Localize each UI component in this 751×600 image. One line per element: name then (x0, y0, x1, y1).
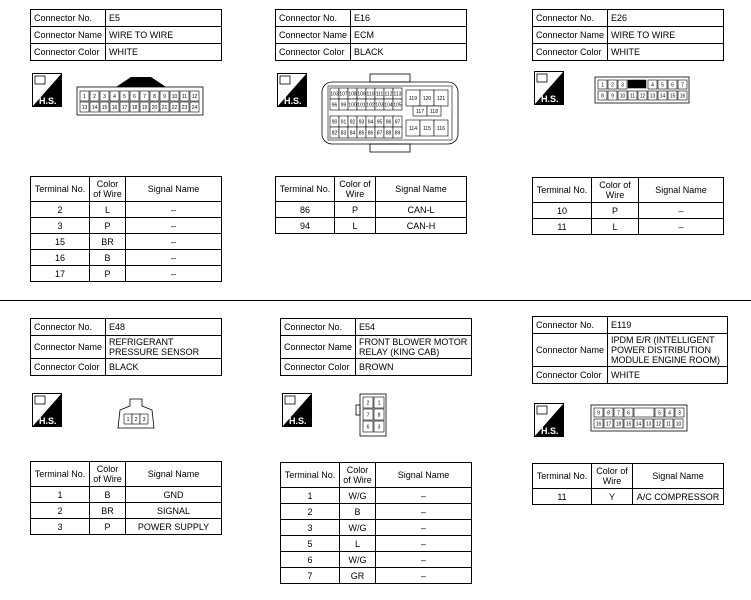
pin-number: 16 (679, 93, 686, 100)
pin-number: 7 (143, 94, 146, 100)
pin-number: 17 (605, 421, 612, 428)
pin-number: 10 (619, 93, 626, 100)
connector-no-label: Connector No. (281, 319, 356, 336)
table-row (533, 203, 724, 219)
terminal-table-e54 (280, 462, 472, 584)
pin-number: 97 (394, 119, 401, 126)
pin-number: 12 (655, 421, 662, 428)
pin-number: 4 (668, 410, 671, 417)
section-divider (0, 300, 751, 301)
pin-number: 103 (330, 91, 339, 98)
signal-name-cell: – (126, 218, 222, 234)
table-row (281, 552, 472, 568)
table-row (281, 568, 472, 584)
pin-number: 109 (357, 91, 366, 98)
pin-number: 94 (367, 119, 374, 126)
harness-side-icon (32, 73, 62, 107)
pin-number: 103 (375, 102, 384, 109)
color-of-wire-header: Color of Wire (592, 178, 639, 203)
pin-number: 14 (635, 421, 642, 428)
pin-number: 10 (675, 421, 682, 428)
pin-number: 99 (340, 102, 347, 109)
connector-e16-diagram (320, 72, 460, 154)
connector-e26-info (532, 9, 724, 61)
terminal-table-e48 (30, 461, 222, 535)
pin-number: 8 (607, 410, 610, 417)
connector-e54-diagram (354, 393, 390, 437)
pin-number: 18 (131, 105, 138, 111)
connector-color-value: WHITE (106, 44, 222, 61)
table-row (31, 202, 222, 218)
hs-label: H.S. (289, 416, 307, 426)
terminal-table-e119 (532, 463, 724, 505)
pin-number: 16 (595, 421, 602, 428)
terminal-table-e26 (532, 177, 724, 235)
wire-color-cell: P (592, 203, 639, 219)
signal-name-cell: – (376, 536, 472, 552)
terminal-no-cell: 17 (31, 266, 90, 282)
terminal-no-cell: 7 (281, 568, 340, 584)
connector-name-label: Connector Name (31, 336, 106, 359)
connector-name-label: Connector Name (533, 27, 608, 44)
signal-name-cell: – (126, 266, 222, 282)
connector-name-value: ECM (351, 27, 467, 44)
color-of-wire-header: Color of Wire (90, 462, 126, 487)
terminal-no-cell: 3 (31, 519, 90, 535)
pin-number: 13 (645, 421, 652, 428)
signal-name-header: Signal Name (633, 464, 724, 489)
pin-number: 117 (416, 109, 424, 115)
wire-color-cell: L (90, 202, 126, 218)
terminal-no-cell: 15 (31, 234, 90, 250)
pin-number: 11 (629, 93, 636, 100)
wire-color-cell: Y (592, 489, 633, 505)
pin-number: 121 (436, 96, 446, 102)
connector-no-value: E48 (106, 319, 222, 336)
pin-number: 8 (377, 412, 381, 419)
color-of-wire-header: Color of Wire (90, 177, 126, 202)
wire-color-cell: P (90, 266, 126, 282)
connector-color-value: BROWN (356, 359, 472, 376)
pin-number: 104 (384, 102, 393, 109)
pin-number: 17 (121, 105, 128, 111)
connector-e119-info (532, 316, 728, 384)
wire-color-cell: P (90, 519, 126, 535)
pin-number: 12 (639, 93, 646, 100)
pin-number: 110 (366, 91, 375, 98)
pin-number: 19 (141, 105, 148, 111)
pin-number: 15 (101, 105, 108, 111)
connector-e48-diagram (116, 398, 156, 430)
table-row (281, 488, 472, 504)
signal-name-cell: – (126, 250, 222, 266)
pin-number: 7 (681, 82, 684, 89)
connector-name-value: IPDM E/R (INTELLIGENT POWER DISTRIBUTION MODULE ENGINE ROOM) (608, 334, 728, 367)
pin-number: 6 (671, 82, 674, 89)
signal-name-cell: – (639, 203, 724, 219)
pin-number: 15 (669, 93, 676, 100)
wire-color-cell: W/G (340, 552, 376, 568)
pin-number: 2 (611, 82, 614, 89)
signal-name-header: Signal Name (126, 462, 222, 487)
pin-number: 119 (409, 96, 417, 102)
pin-number: 3 (621, 82, 624, 89)
connector-no-value: E119 (608, 317, 728, 334)
pin-number: 9 (597, 410, 600, 417)
harness-side-icon (534, 403, 564, 437)
pin-number: 114 (409, 126, 417, 132)
pin-number: 1 (83, 94, 86, 100)
terminal-pin (634, 408, 654, 417)
terminal-no-cell: 2 (31, 202, 90, 218)
hs-label: H.S. (284, 96, 302, 106)
signal-name-cell: – (126, 234, 222, 250)
connector-color-label: Connector Color (31, 359, 106, 376)
pin-number: 105 (393, 102, 402, 109)
pin-number: 10 (171, 94, 178, 100)
signal-name-cell: – (639, 219, 724, 235)
pin-number: 20 (151, 105, 158, 111)
wire-color-cell: P (335, 202, 376, 218)
connector-e54-block (280, 318, 472, 376)
pin-number: 14 (91, 105, 98, 111)
wire-color-cell: BR (90, 234, 126, 250)
terminal-no-cell: 11 (533, 489, 592, 505)
connector-e54-info (280, 318, 472, 376)
pin-number: 102 (366, 102, 375, 109)
pin-number: 8 (153, 94, 156, 100)
hs-label: H.S. (39, 416, 57, 426)
connector-no-label: Connector No. (533, 317, 608, 334)
color-of-wire-header: Color of Wire (592, 464, 633, 489)
terminal-table-e5 (30, 176, 222, 282)
connector-e5-info (30, 9, 222, 61)
connector-e119-diagram (590, 404, 688, 432)
pin-number: 11 (181, 94, 188, 100)
pin-number: 22 (171, 105, 178, 111)
pin-number: 5 (661, 82, 664, 89)
table-row (31, 266, 222, 282)
wire-color-cell: L (340, 536, 376, 552)
terminal-no-cell: 3 (31, 218, 90, 234)
table-row (533, 489, 724, 505)
signal-name-header: Signal Name (376, 463, 472, 488)
pin-number: 91 (340, 119, 347, 126)
pin-number: 9 (611, 93, 614, 100)
pin-number: 7 (617, 410, 620, 417)
pin-number: 2 (93, 94, 96, 100)
table-row (281, 520, 472, 536)
connector-no-value: E26 (608, 10, 724, 27)
connector-no-label: Connector No. (31, 10, 106, 27)
table-row (31, 487, 222, 503)
harness-side-icon (534, 71, 564, 105)
signal-name-cell: – (376, 552, 472, 568)
hs-label: H.S. (541, 426, 559, 436)
terminal-no-header: Terminal No. (31, 462, 90, 487)
connector-color-label: Connector Color (31, 44, 106, 61)
pin-number: 3 (103, 94, 106, 100)
table-row (31, 250, 222, 266)
pin-number: 118 (430, 109, 438, 115)
pin-number: 95 (376, 119, 383, 126)
pin-number: 85 (358, 130, 365, 137)
wire-color-cell: B (340, 504, 376, 520)
terminal-no-header: Terminal No. (31, 177, 90, 202)
signal-name-cell: – (376, 568, 472, 584)
pin-number: 89 (394, 130, 401, 137)
wire-color-cell: B (90, 487, 126, 503)
terminal-no-header: Terminal No. (533, 178, 592, 203)
pin-number: 16 (111, 105, 118, 111)
color-of-wire-header: Color of Wire (340, 463, 376, 488)
connector-e26-block (532, 9, 724, 61)
terminal-no-cell: 1 (281, 488, 340, 504)
connector-name-value: FRONT BLOWER MOTOR RELAY (KING CAB) (356, 336, 472, 359)
pin-number: 86 (367, 130, 374, 137)
connector-color-label: Connector Color (276, 44, 351, 61)
table-row (31, 234, 222, 250)
pin-number: 96 (331, 102, 338, 109)
pin-number: 4 (113, 94, 116, 100)
signal-name-cell: – (376, 488, 472, 504)
pin-number: 13 (649, 93, 656, 100)
pin-number: 2 (134, 417, 138, 423)
terminal-no-cell: 6 (281, 552, 340, 568)
connector-name-label: Connector Name (533, 334, 608, 367)
pin-number: 21 (161, 105, 168, 111)
table-row (281, 536, 472, 552)
connector-color-value: WHITE (608, 367, 728, 384)
pin-number: 2 (366, 400, 370, 407)
connector-color-label: Connector Color (533, 367, 608, 384)
pin-number: 14 (659, 93, 666, 100)
table-row (281, 504, 472, 520)
table-row (31, 503, 222, 519)
terminal-table-e16 (275, 176, 467, 234)
signal-name-cell: POWER SUPPLY (126, 519, 222, 535)
terminal-no-header: Terminal No. (533, 464, 592, 489)
wire-color-cell: B (90, 250, 126, 266)
pin-number: 6 (133, 94, 136, 100)
harness-side-icon (282, 393, 312, 427)
pin-number: 82 (331, 130, 338, 137)
pin-number: 11 (665, 421, 672, 428)
pin-number: 83 (340, 130, 347, 137)
connector-e48-info (30, 318, 222, 376)
pin-number: 116 (437, 126, 445, 132)
table-row (276, 202, 467, 218)
signal-name-cell: GND (126, 487, 222, 503)
harness-side-icon (32, 393, 62, 427)
table-row (31, 519, 222, 535)
connector-no-label: Connector No. (31, 319, 106, 336)
terminal-no-cell: 10 (533, 203, 592, 219)
pin-number: 5 (123, 94, 126, 100)
terminal-no-cell: 1 (31, 487, 90, 503)
signal-name-cell: SIGNAL (126, 503, 222, 519)
pin-number: 84 (349, 130, 356, 137)
connector-color-value: WHITE (608, 44, 724, 61)
pin-number: 8 (601, 93, 604, 100)
pin-number: 1 (601, 82, 604, 89)
pin-number: 112 (384, 91, 393, 98)
signal-name-cell: – (376, 520, 472, 536)
terminal-no-cell: 94 (276, 218, 335, 234)
connector-e16-block (275, 9, 467, 61)
table-row (31, 218, 222, 234)
connector-no-label: Connector No. (533, 10, 608, 27)
terminal-no-cell: 86 (276, 202, 335, 218)
signal-name-header: Signal Name (126, 177, 222, 202)
hs-label: H.S. (39, 96, 57, 106)
pin-number: 113 (393, 91, 402, 98)
pin-number: 92 (349, 119, 356, 126)
pin-number: 101 (357, 102, 366, 109)
wire-color-cell: L (335, 218, 376, 234)
harness-side-icon (277, 73, 307, 107)
pin-number: 1 (377, 400, 381, 407)
signal-name-cell: – (126, 202, 222, 218)
terminal-no-cell: 11 (533, 219, 592, 235)
pin-number: 18 (615, 421, 622, 428)
pin-number: 107 (339, 91, 348, 98)
connector-color-value: BLACK (106, 359, 222, 376)
connector-e48-block (30, 318, 222, 376)
wire-color-cell: BR (90, 503, 126, 519)
connector-name-value: WIRE TO WIRE (106, 27, 222, 44)
connector-e5-block (30, 9, 222, 61)
connector-e16-info (275, 9, 467, 61)
connector-e5-diagram (76, 75, 206, 117)
terminal-no-cell: 16 (31, 250, 90, 266)
pin-number: 115 (423, 126, 431, 132)
pin-number: 15 (625, 421, 632, 428)
pin-number: 120 (422, 96, 432, 102)
terminal-pin (628, 80, 646, 88)
signal-name-header: Signal Name (376, 177, 467, 202)
pin-number: 90 (331, 119, 338, 126)
connector-no-label: Connector No. (276, 10, 351, 27)
pin-number: 96 (385, 119, 392, 126)
connector-color-value: BLACK (351, 44, 467, 61)
connector-no-value: E5 (106, 10, 222, 27)
pin-number: 13 (81, 105, 88, 111)
pin-number: 3 (142, 417, 146, 423)
hs-label: H.S. (541, 94, 559, 104)
terminal-no-header: Terminal No. (281, 463, 340, 488)
terminal-no-cell: 2 (281, 504, 340, 520)
pin-number: 4 (651, 82, 654, 89)
pin-number: 88 (385, 130, 392, 137)
wire-color-cell: W/G (340, 520, 376, 536)
table-row (276, 218, 467, 234)
pin-number: 12 (191, 94, 198, 100)
connector-e119-block (532, 316, 728, 384)
pin-number: 5 (658, 410, 661, 417)
pin-number: 3 (678, 410, 681, 417)
pin-number: 24 (191, 105, 198, 111)
signal-name-header: Signal Name (639, 178, 724, 203)
connector-name-label: Connector Name (31, 27, 106, 44)
terminal-no-cell: 2 (31, 503, 90, 519)
connector-e26-diagram (594, 76, 690, 104)
wire-color-cell: GR (340, 568, 376, 584)
connector-color-label: Connector Color (533, 44, 608, 61)
signal-name-cell: CAN-H (376, 218, 467, 234)
color-of-wire-header: Color of Wire (335, 177, 376, 202)
signal-name-cell: CAN-L (376, 202, 467, 218)
terminal-no-header: Terminal No. (276, 177, 335, 202)
signal-name-cell: – (376, 504, 472, 520)
terminal-no-cell: 5 (281, 536, 340, 552)
terminal-no-cell: 3 (281, 520, 340, 536)
wire-color-cell: W/G (340, 488, 376, 504)
connector-name-value: WIRE TO WIRE (608, 27, 724, 44)
pin-number: 111 (375, 91, 384, 98)
pin-number: 9 (163, 94, 166, 100)
pin-number: 100 (348, 102, 357, 109)
pin-number: 6 (366, 424, 370, 431)
connector-color-label: Connector Color (281, 359, 356, 376)
connector-no-value: E54 (356, 319, 472, 336)
signal-name-cell: A/C COMPRESSOR (633, 489, 724, 505)
pin-number: 6 (627, 410, 630, 417)
pin-number: 7 (366, 412, 370, 419)
connector-name-value: REFRIGERANT PRESSURE SENSOR (106, 336, 222, 359)
pin-number: 93 (358, 119, 365, 126)
pin-number: 108 (348, 91, 357, 98)
connector-name-label: Connector Name (281, 336, 356, 359)
connector-name-label: Connector Name (276, 27, 351, 44)
pin-number: 1 (126, 417, 130, 423)
wire-color-cell: P (90, 218, 126, 234)
pin-number: 23 (181, 105, 188, 111)
table-row (533, 219, 724, 235)
pin-number: 87 (376, 130, 383, 137)
connector-no-value: E16 (351, 10, 467, 27)
wire-color-cell: L (592, 219, 639, 235)
pin-number: 3 (377, 424, 381, 431)
